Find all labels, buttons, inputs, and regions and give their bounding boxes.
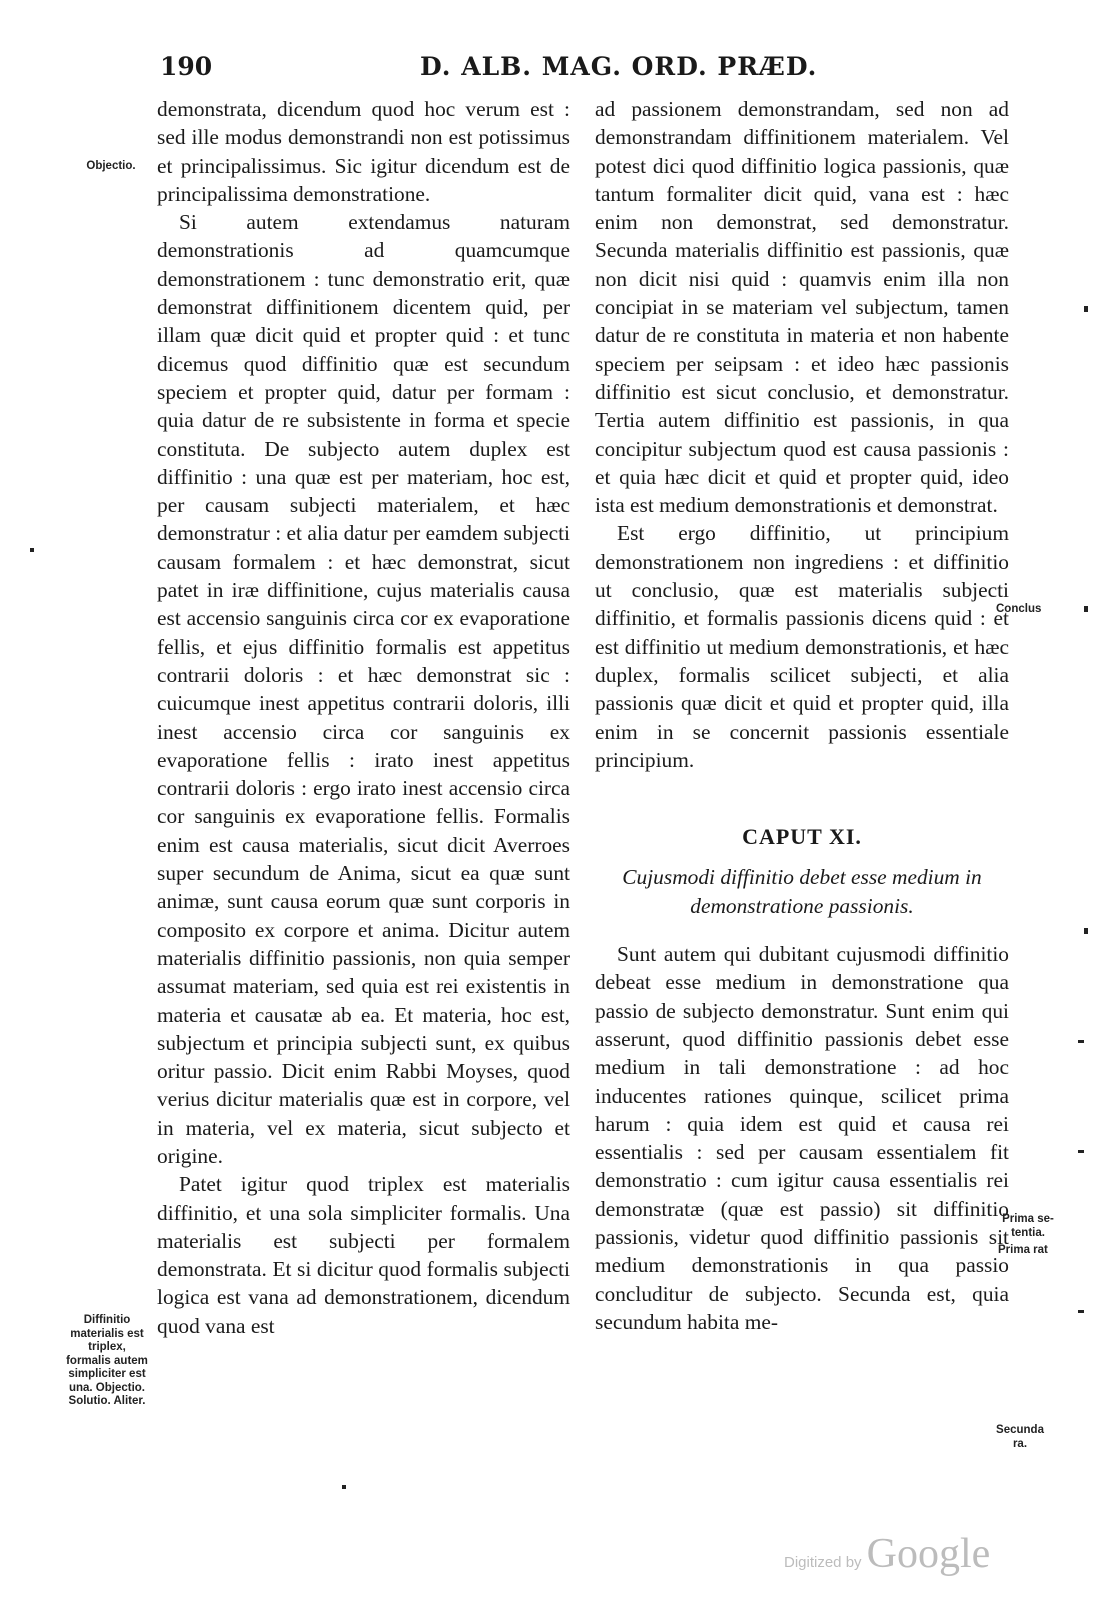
google-logo: Google [866,1531,991,1577]
scan-speck [342,1485,346,1489]
margin-note-conclusio: Conclus [996,603,1042,615]
scan-speck [1078,1310,1084,1313]
left-paragraph-1: demonstrata, dicendum quod hoc verum est : sed ille modus demonstrandi non est potissimus et principalissimus. Sic igitur dicendum est de principalissima demonstratione. [157,97,570,206]
margin-note-prima-sententia: Prima setentia. [1002,1213,1054,1239]
left-column [157,95,570,1340]
scan-speck [1084,928,1088,934]
margin-note-diffinitio: Diffinitio materialis est triplex, formalis autem simpliciter est una. Objectio. Solutio. Aliter. [66,1314,148,1407]
margin-note-objectio: Objectio. [86,160,136,172]
right-paragraph-2: Est ergo diffinitio, ut principium demonstrationem non ingrediens : et diffinitio ut conclusio, quæ est materialis subjecti diffinitio, et formalis passionis dicens quid : et est diffinitio ut medium demonstrationis, et hæc duplex, formalis scilicet subjecti, et alia passionis quæ dicit et quid et propter quid, illa enim in se concernit passionis essentiale principium. [595,521,1009,772]
right-paragraph-1: ad passionem demonstrandam, sed non ad demonstrandam diffinitionem materialem. Vel potest dici quod diffinitio logica passionis, quæ tantum formaliter dicit quid, vana est : hæc enim non demonstrat, sed demonstratur. Secunda materialis diffinitio est passionis, quæ non dicit nisi quid : quamvis enim illa non concipiat in se materiam vel subjectum, tamen datur de re constituta in materia et non habente speciem per seipsam : et ideo hæc passionis diffinitio est sicut conclusio, et demonstratur. Tertia autem diffinitio est passionis, in qua concipitur subjectum quod est causa passionis : et quia hæc dicit et quid et propter quid, ideo ista est medium demonstrationis et demonstrat. [595,97,1009,518]
chapter-heading: CAPUT XI. [742,824,862,850]
scan-speck [30,548,34,552]
scan-speck [1084,606,1088,612]
running-title: D. ALB. MAG. ORD. PRÆD. [420,52,818,81]
chapter-subtitle: Cujusmodi diffinitio debet esse medium in demonstratione passionis. [622,865,982,918]
digitized-by-label: Digitized by [784,1554,862,1571]
scan-speck [1078,1040,1084,1043]
scan-speck [1084,306,1088,312]
left-paragraph-2: Si autem extendamus naturam demonstrationis ad quamcumque demonstrationem : tunc demonstratio erit, quæ demonstrat diffinitionem dicentem quid, per illam quæ dicit quid et propter quid : et tunc dicemus quod diffinitio quæ est secundum speciem et propter quid, datur per formam : quia datur de re subsistente in forma et specie constituta. De subjecto autem duplex est diffinitio : una quæ est per materiam, hoc est, per causam subjecti materialem, et hæc demonstratur : et alia datur per eamdem subjecti causam formalem : et hæc demonstrat, sicut patet in iræ diffinitione, cujus materialis causa est accensio sanguinis circa cor ex evaporatione fellis, et ejus diffinitio formalis est appetitus contrarii doloris : et hæc demonstrat sic : cuicumque inest appetitus contrarii doloris, illi inest accensio circa cor sanguinis ex evaporatione fellis : irato inest appetitus contrarii doloris : ergo irato inest accensio circa cor sanguinis ex evaporatione fellis. Formalis enim est causa materialis, sicut dicit Averroes super secundum de Anima, sicut ea quæ sunt animæ, sunt causa eorum quæ sunt corporis in composito ex corpore et anima. Dicitur autem materialis diffinitio passionis, non quia semper assumat materiam, sed quia est rei existentis in materia et causatæ ab ea. Et materia, hoc est, subjectum et principia subjecti sunt, ex quibus oritur passio. Dicit enim Rabbi Moyses, quod verius dicitur materialis quæ est in corpore, vel in materia, vel ex materia, sicut subjecto et origine. [157,210,570,1168]
margin-note-secunda-ratio: Secunda ra. [996,1424,1044,1450]
digitization-watermark [784,1530,990,1580]
page-number: 190 [160,52,213,81]
right-column [595,95,1009,1336]
margin-note-prima-ratio: Prima rat [998,1244,1048,1256]
left-paragraph-3: Patet igitur quod triplex est materialis diffinitio, et una sola simpliciter formalis. Una materialis est subjecti per formalem demonstrata. Et si dicitur quod formalis subjecti logica est vana ad demonstrationem, dicendum quod vana est [157,1172,570,1338]
scan-speck [1078,1150,1084,1153]
right-paragraph-3: Sunt autem qui dubitant cujusmodi diffinitio debeat esse medium in demonstratione qua passio de subjecto demonstratur. Sunt enim qui asserunt, quod diffinitio passionis debet esse medium in tali demonstratione : ad hoc inducentes rationes quinque, scilicet prima harum : quia idem est quid et causa rei essentialis : sed per causam essentialem fit demonstratio : cum igitur causa essentialis rei demonstratæ (quæ est passio) sit diffinitio passionis, videtur quod diffinitio passionis sit medium demonstrationis in qua passio concluditur de subjecto. Secunda est, quia secundum habita me- [595,942,1009,1334]
running-header [0,52,1112,88]
